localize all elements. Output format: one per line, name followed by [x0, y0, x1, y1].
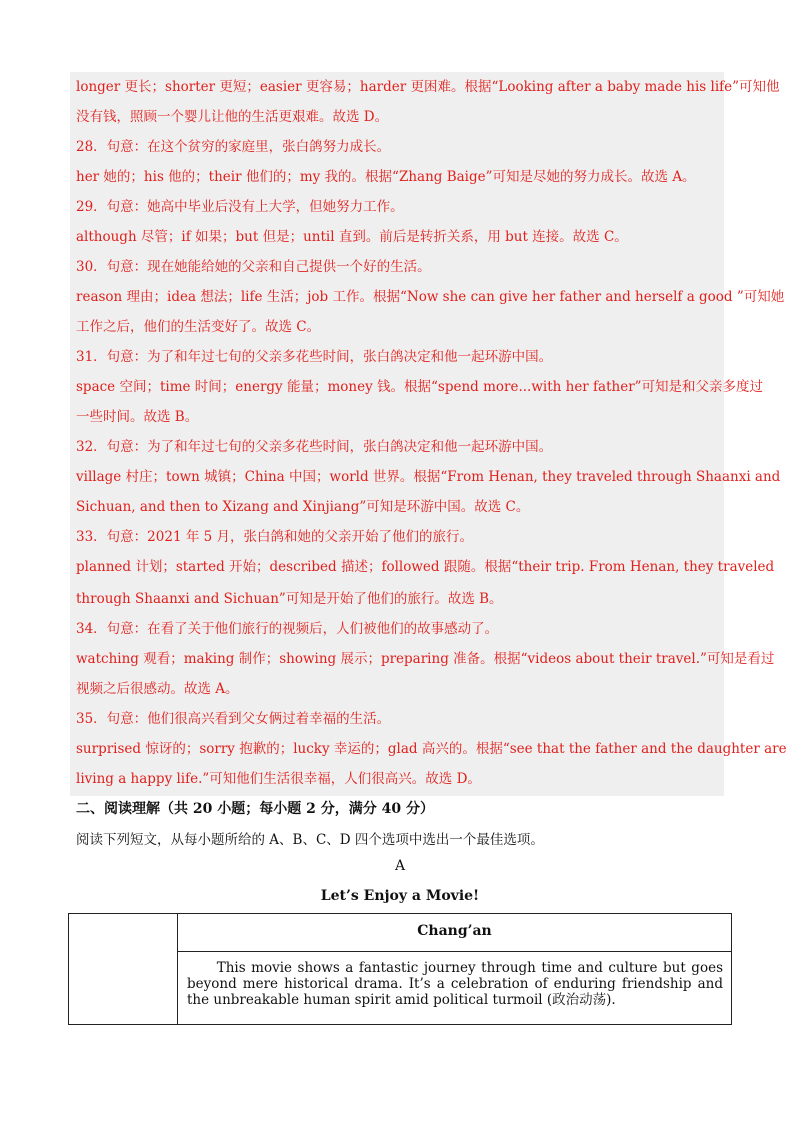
answer-line: village 村庄；town 城镇；China 中国；world 世界。根据“From Henan, they traveled through Shaanxi and	[76, 469, 781, 485]
movie-description: This movie shows a fantastic journey through time and culture but goes beyond mere historical drama. It’s a celebration of enduring friendship and the unbreakable human spirit amid political turmoil (政治动荡).	[187, 960, 723, 1008]
answer-line: 没有钱，照顾一个婴儿让他的生活更艰难。故选 D。	[76, 109, 389, 125]
answer-line: 33．句意：2021 年 5 月，张白鸽和她的父亲开始了他们的旅行。	[76, 529, 473, 545]
answer-line: 34．句意：在看了关于他们旅行的视频后，人们被他们的故事感动了。	[76, 621, 499, 637]
answer-line: 30．句意：现在她能给她的父亲和自己提供一个好的生活。	[76, 259, 431, 275]
answer-line: 35．句意：他们很高兴看到父女俩过着幸福的生活。	[76, 711, 391, 727]
section-instruction: 阅读下列短文，从每小题所给的 A、B、C、D 四个选项中选出一个最佳选项。	[76, 832, 544, 848]
answer-line: Sichuan, and then to Xizang and Xinjiang”可知是环游中国。故选 C。	[76, 499, 530, 515]
answer-line: planned 计划；started 开始；described 描述；followed 跟随。根据“their trip. From Henan, they traveled	[76, 559, 775, 575]
section-heading: 二、阅读理解（共 20 小题；每小题 2 分，满分 40 分）	[76, 801, 434, 817]
movie-name: Chang’an	[178, 914, 731, 952]
answer-line: watching 观看；making 制作；showing 展示；preparing 准备。根据“videos about their travel.”可知是看过	[76, 651, 775, 667]
answer-line: 32．句意：为了和年过七旬的父亲多花些时间，张白鸽决定和他一起环游中国。	[76, 439, 553, 455]
answer-line: reason 理由；idea 想法；life 生活；job 工作。根据“Now she can give her father and herself a good ”可知她	[76, 289, 785, 305]
movie-image-cell	[69, 914, 178, 1024]
passage-title: Let’s Enjoy a Movie!	[320, 888, 480, 904]
answer-line: her 她的；his 他的；their 他们的；my 我的。根据“Zhang Baige”可知是尽她的努力成长。故选 A。	[76, 169, 696, 185]
answer-line: 视频之后很感动。故选 A。	[76, 681, 239, 697]
answer-line: through Shaanxi and Sichuan”可知是开始了他们的旅行。故选 B。	[76, 591, 503, 607]
passage-letter: A	[394, 858, 406, 874]
answer-line: although 尽管；if 如果；but 但是；until 直到。前后是转折关系，用 but 连接。故选 C。	[76, 229, 628, 245]
answer-line: longer 更长；shorter 更短；easier 更容易；harder 更困难。根据“Looking after a baby made his life”可知他	[76, 79, 780, 95]
answer-line: 28．句意：在这个贫穷的家庭里，张白鸽努力成长。	[76, 139, 391, 155]
answer-line: 31．句意：为了和年过七旬的父亲多花些时间，张白鸽决定和他一起环游中国。	[76, 349, 553, 365]
movie-table	[68, 913, 732, 1025]
answer-line: 工作之后，他们的生活变好了。故选 C。	[76, 319, 321, 335]
answer-line: space 空间；time 时间；energy 能量；money 钱。根据“spend more...with her father”可知是和父亲多度过	[76, 379, 764, 395]
answer-line: surprised 惊讶的；sorry 抱歉的；lucky 幸运的；glad 高兴的。根据“see that the father and the daughter are	[76, 741, 787, 757]
answer-line: living a happy life.”可知他们生活很幸福，人们很高兴。故选 D。	[76, 771, 481, 787]
answer-line: 一些时间。故选 B。	[76, 409, 199, 425]
answer-line: 29．句意：她高中毕业后没有上大学，但她努力工作。	[76, 199, 404, 215]
